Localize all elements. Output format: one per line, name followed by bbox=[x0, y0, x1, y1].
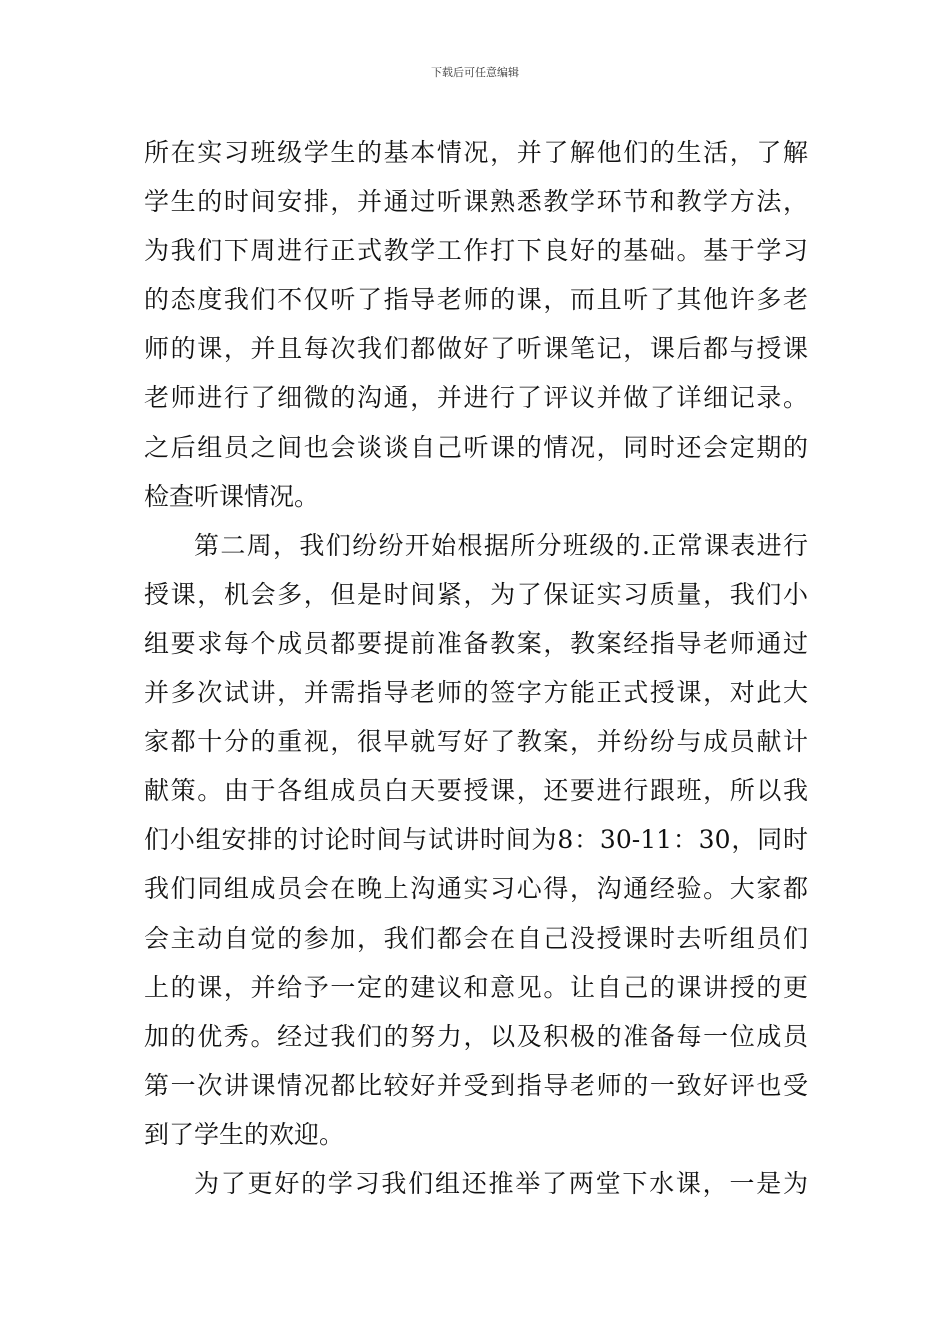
paragraph-3 bbox=[144, 1159, 808, 1208]
document-body bbox=[144, 128, 808, 1208]
text-line: 的态度我们不仅听了指导老师的课，而且听了其他许多老 bbox=[144, 285, 808, 315]
text-line: 献策。由于各组成员白天要授课，还要进行跟班，所以我 bbox=[144, 776, 808, 806]
text-line: 所在实习班级学生的基本情况，并了解他们的生活，了解 bbox=[144, 138, 808, 167]
text-line: 组要求每个成员都要提前准备教案，教案经指导老师通过 bbox=[144, 628, 808, 658]
text-line: 会主动自觉的参加，我们都会在自己没授课时去听组员们 bbox=[144, 923, 808, 953]
text-line: 师的课，并且每次我们都做好了听课笔记，课后都与授课 bbox=[144, 334, 808, 364]
text-line: 到了学生的欢迎。 bbox=[144, 1119, 345, 1149]
text-line: 家都十分的重视，很早就写好了教案，并纷纷与成员献计 bbox=[144, 727, 808, 757]
text-line: 为了更好的学习我们组还推举了两堂下水课，一是为 bbox=[194, 1168, 808, 1198]
text-line: 老师进行了细微的沟通，并进行了评议并做了详细记录。 bbox=[144, 383, 808, 413]
page-header: 下载后可任意编辑 bbox=[431, 66, 519, 79]
text-line: 检查听课情况。 bbox=[144, 481, 320, 511]
text-line: 之后组员之间也会谈谈自己听课的情况，同时还会定期的 bbox=[144, 432, 808, 462]
text-line: 我们同组成员会在晚上沟通实习心得，沟通经验。大家都 bbox=[144, 874, 808, 904]
text-line: 为我们下周进行正式教学工作打下良好的基础。基于学习 bbox=[144, 236, 808, 266]
text-line: 们小组安排的讨论时间与试讲时间为8：30-11：30，同时 bbox=[144, 825, 808, 855]
text-line: 授课，机会多，但是时间紧，为了保证实习质量，我们小 bbox=[144, 579, 808, 609]
text-line: 并多次试讲，并需指导老师的签字方能正式授课，对此大 bbox=[144, 678, 808, 708]
text-line: 第二周，我们纷纷开始根据所分班级的.正常课表进行 bbox=[194, 530, 808, 560]
text-line: 学生的时间安排，并通过听课熟悉教学环节和教学方法， bbox=[144, 187, 808, 217]
text-line: 第一次讲课情况都比较好并受到指导老师的一致好评也受 bbox=[144, 1070, 808, 1100]
paragraph-1 bbox=[144, 128, 808, 521]
paragraph-2 bbox=[144, 521, 808, 1159]
text-line: 上的课，并给予一定的建议和意见。让自己的课讲授的更 bbox=[144, 972, 808, 1002]
text-line: 加的优秀。经过我们的努力，以及积极的准备每一位成员 bbox=[144, 1021, 808, 1051]
